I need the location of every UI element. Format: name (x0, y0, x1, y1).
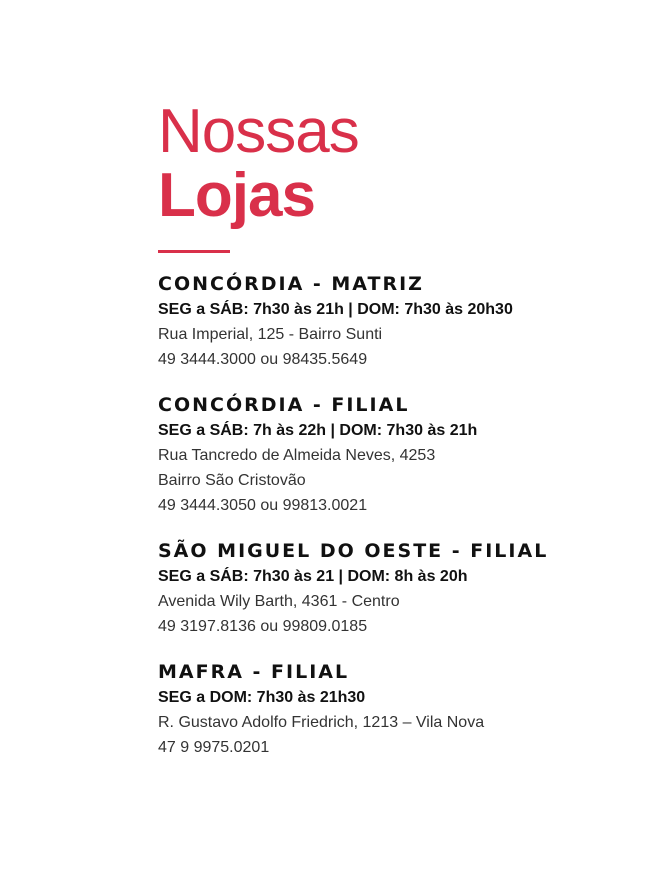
store-address: Rua Imperial, 125 - Bairro Sunti (158, 326, 383, 343)
store-concordia-matriz (158, 271, 628, 372)
store-address: Rua Tancredo de Almeida Neves, 4253 (158, 447, 436, 464)
store-name: SÃO MIGUEL DO OESTE - FILIAL (158, 540, 549, 562)
title-divider (158, 250, 230, 253)
store-name: CONCÓRDIA - MATRIZ (158, 273, 424, 295)
store-phone: 47 9 9975.0201 (158, 739, 270, 756)
store-phone: 49 3444.3050 ou 99813.0021 (158, 497, 368, 514)
store-hours: SEG a SÁB: 7h30 às 21 | DOM: 8h às 20h (158, 568, 468, 585)
store-name: MAFRA - FILIAL (158, 661, 350, 683)
store-phone: 49 3444.3000 ou 98435.5649 (158, 351, 368, 368)
store-hours: SEG a SÁB: 7h às 22h | DOM: 7h30 às 21h (158, 422, 478, 439)
store-address: Avenida Wily Barth, 4361 - Centro (158, 593, 400, 610)
page-title-line2: Lojas (158, 161, 315, 230)
store-sao-miguel-do-oeste-filial (158, 538, 628, 639)
page-title-line1: Nossas (158, 97, 359, 166)
store-hours: SEG a SÁB: 7h30 às 21h | DOM: 7h30 às 20h30 (158, 301, 513, 318)
store-name: CONCÓRDIA - FILIAL (158, 394, 410, 416)
store-concordia-filial (158, 392, 628, 518)
store-hours: SEG a DOM: 7h30 às 21h30 (158, 689, 366, 706)
store-neighborhood: Bairro São Cristovão (158, 472, 306, 489)
store-mafra-filial (158, 659, 628, 760)
store-phone: 49 3197.8136 ou 99809.0185 (158, 618, 368, 635)
stores-panel (158, 97, 628, 780)
store-address: R. Gustavo Adolfo Friedrich, 1213 – Vila Nova (158, 714, 485, 731)
